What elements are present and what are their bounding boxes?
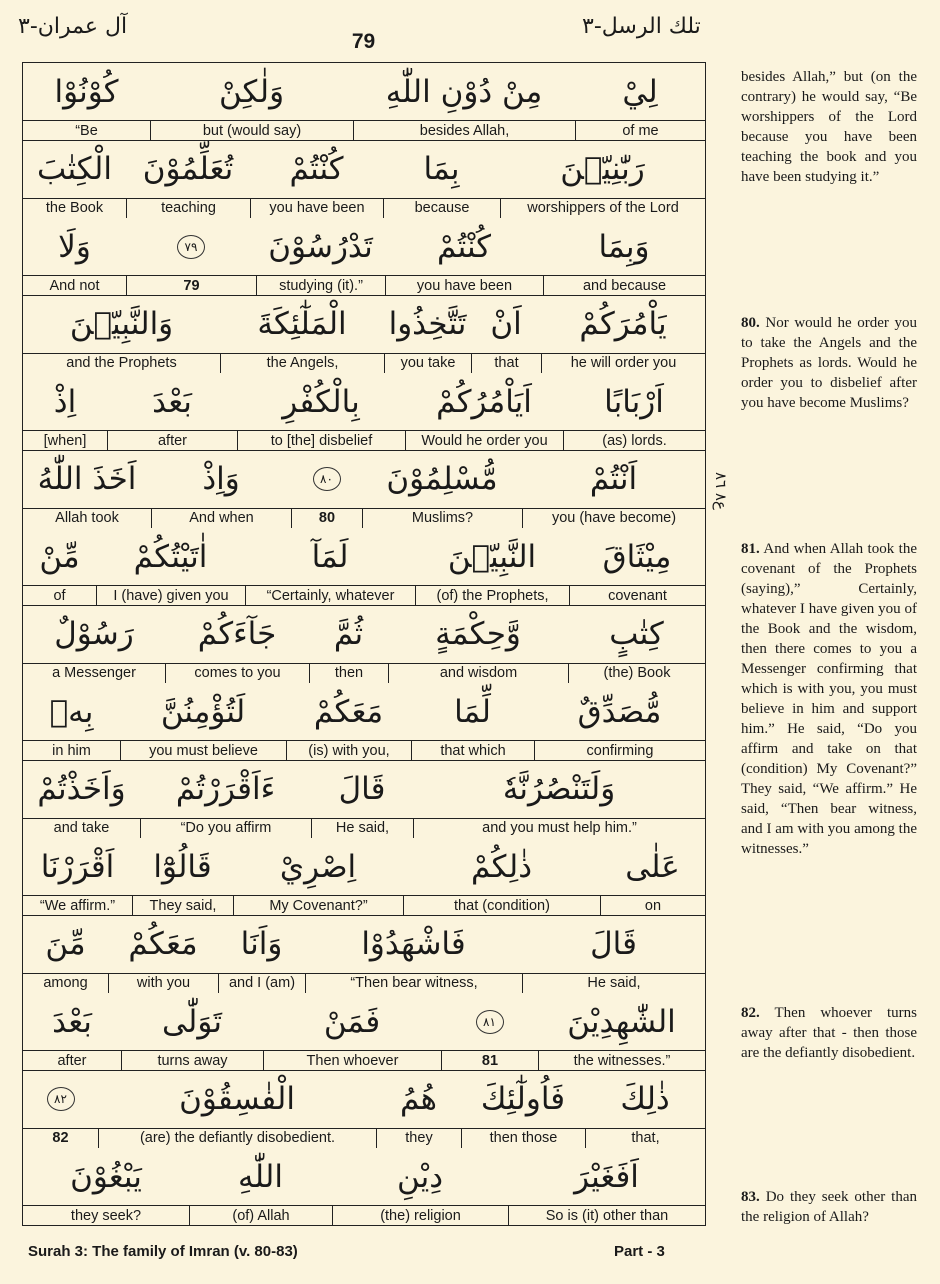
arabic-word: وَلَا (58, 228, 91, 265)
english-gloss: (of) Allah (189, 1205, 332, 1225)
verse-line (23, 451, 705, 529)
english-gloss: and wisdom (388, 663, 568, 683)
english-gloss: you must believe (120, 740, 286, 760)
verse-line (23, 838, 705, 916)
english-gloss: And when (151, 508, 291, 528)
arabic-word: مِنْ دُوْنِ اللّٰهِ (385, 73, 543, 110)
verse-number-gloss: 80 (291, 508, 362, 528)
footer-part: Part - 3 (614, 1243, 665, 1260)
arabic-word: بَعْدَ (152, 383, 192, 420)
verse-number-gloss: 82 (23, 1128, 98, 1148)
verse-number-circle: ٨٢ (47, 1087, 75, 1111)
verse-line (23, 296, 705, 374)
translation-verse-83 (741, 1187, 917, 1227)
arabic-word: قَالَ (338, 771, 386, 807)
arabic-word: الْكِتٰبَ (37, 151, 112, 187)
arabic-word: اَقْرَرْنَا (40, 848, 115, 885)
translation-verse-81 (741, 539, 917, 859)
verse-line (23, 1148, 705, 1226)
english-gloss: they (376, 1128, 461, 1148)
english-gloss: confirming (534, 740, 705, 760)
arabic-word: وَلَتَنْصُرُنَّهٗ (502, 771, 616, 807)
english-gloss: “Be (23, 120, 150, 140)
english-gloss: Allah took (23, 508, 151, 528)
english-gloss: and the Prophets (23, 353, 220, 373)
english-gloss: then those (461, 1128, 585, 1148)
arabic-word: اَيَاْمُرُكُمْ (436, 383, 532, 420)
verse-number: 83. (741, 1189, 760, 1205)
english-gloss: (the) religion (332, 1205, 508, 1225)
arabic-word: تَوَلّٰى (162, 1003, 222, 1040)
english-gloss: They said, (132, 895, 233, 915)
english-gloss: My Covenant?” (233, 895, 403, 915)
arabic-word: اَنْ (490, 306, 522, 342)
arabic-word: فَاُولٰٓئِكَ (480, 1081, 566, 1117)
arabic-word: لَمَآ (311, 538, 349, 575)
english-gloss: that (condition) (403, 895, 600, 915)
page-number: 79 (351, 30, 376, 53)
arabic-word: بَعْدَ (52, 1003, 92, 1040)
english-gloss: they seek? (23, 1205, 189, 1225)
english-gloss: (as) lords. (563, 430, 705, 450)
arabic-word: مَعَكُمْ (128, 926, 198, 962)
verse-number: 82. (741, 1005, 760, 1021)
english-gloss: And not (23, 275, 126, 295)
english-gloss: teaching (126, 198, 250, 218)
arabic-word: وَبِمَا (598, 228, 650, 265)
verse-number-circle: ٧٩ (177, 235, 205, 259)
english-gloss: worshippers of the Lord (500, 198, 705, 218)
english-gloss: after (23, 1050, 121, 1070)
arabic-word: كِتٰبٍ (609, 616, 664, 652)
english-gloss: of me (575, 120, 705, 140)
arabic-word: بِالْكُفْرِ (282, 383, 360, 420)
arabic-word: وَلٰكِنْ (218, 73, 285, 110)
verse-text: Do they seek other than the religion of Allah? (741, 1189, 917, 1225)
english-gloss: you (have become) (522, 508, 705, 528)
verse-number-circle: ٨٠ (313, 467, 341, 491)
english-gloss: to [the] disbelief (237, 430, 405, 450)
english-gloss: and take (23, 818, 140, 838)
arabic-word: وَاِذْ (202, 461, 240, 497)
english-gloss: Would he order you (405, 430, 563, 450)
english-gloss: So is (it) other than (508, 1205, 705, 1225)
english-gloss: that, (585, 1128, 705, 1148)
english-gloss: because (383, 198, 500, 218)
arabic-word: ءَاَقْرَرْتُمْ (175, 771, 276, 807)
arabic-word: وَّحِكْمَةٍ (435, 616, 521, 652)
arabic-word: قَالُوْٓا (153, 848, 212, 885)
verse-line (23, 761, 705, 839)
arabic-word: يَاْمُرَكُمْ (579, 306, 667, 342)
arabic-word: هُمُ (400, 1081, 437, 1117)
verse-end-marker (441, 993, 538, 1050)
english-gloss: “Then bear witness, (305, 973, 522, 993)
arabic-word: يَبْغُوْنَ (70, 1158, 142, 1195)
arabic-word: دِيْنِ (396, 1158, 444, 1195)
english-gloss: (the) Book (568, 663, 705, 683)
english-gloss: (are) the defiantly disobedient. (98, 1128, 376, 1148)
verse-line (23, 63, 705, 141)
english-gloss: with you (108, 973, 218, 993)
english-gloss: the Angels, (220, 353, 384, 373)
english-gloss: covenant (569, 585, 705, 605)
arabic-word: الْمَلٰٓئِكَةَ (257, 306, 347, 342)
english-gloss: after (107, 430, 237, 450)
arabic-word: ثُمَّ (333, 616, 364, 652)
english-gloss: (of) the Prophets, (415, 585, 569, 605)
arabic-word: كُنْتُمْ (289, 151, 344, 187)
english-gloss: a Messenger (23, 663, 165, 683)
arabic-word: عَلٰى (625, 848, 680, 885)
verse-line (23, 528, 705, 606)
english-gloss: you take (384, 353, 471, 373)
english-gloss: besides Allah, (353, 120, 575, 140)
arabic-word: وَاَنَا (240, 926, 283, 962)
verse-text: And when Allah took the covenant of the Prophets (saying),” Certainly, whatever I have given you of the Book and the wisdom, then there comes to you a Messenger confirming that which is with you, you must believe in him and support him.” He said, “Do you affirm and take on that (condition) My Covenant?” They said, “We affirm.” He said, “Then bear witness, and I am with you among the witnesses.” (741, 541, 917, 857)
verse-line (23, 218, 705, 296)
english-gloss: then (309, 663, 388, 683)
arabic-word: النَّبِيّٖنَ (447, 538, 537, 575)
verse-number-gloss: 79 (126, 275, 256, 295)
english-gloss: he will order you (541, 353, 705, 373)
arabic-word: كُوْنُوْا (54, 73, 119, 110)
verse-end-marker (126, 218, 256, 275)
verse-line (23, 1071, 705, 1149)
english-gloss: and I (am) (218, 973, 305, 993)
english-gloss: studying (it).” (256, 275, 385, 295)
arabic-word: فَاشْهَدُوْا (361, 926, 466, 962)
arabic-word: الشّٰهِدِيْنَ (567, 1003, 676, 1040)
english-gloss: “Do you affirm (140, 818, 311, 838)
arabic-word: اٰتَيْتُكُمْ (133, 538, 208, 575)
translation-verse-80 (741, 313, 917, 413)
arabic-word: رَسُوْلٌ (54, 616, 134, 652)
english-gloss: I (have) given you (96, 585, 245, 605)
verse-line (23, 373, 705, 451)
english-gloss: that (471, 353, 541, 373)
verse-line (23, 683, 705, 761)
verse-text: Then whoever turns away after that - then those are the defiantly disobedient. (741, 1005, 917, 1061)
arabic-word: اَخَذَ اللّٰهُ (37, 461, 137, 497)
english-gloss: (is) with you, (286, 740, 411, 760)
english-gloss: among (23, 973, 108, 993)
arabic-word: ذٰلِكَ (620, 1081, 670, 1117)
arabic-word: تَدْرُسُوْنَ (268, 228, 373, 265)
arabic-word: وَالنَّبِيّٖنَ (69, 306, 174, 342)
verse-text: Nor would he order you to take the Angels and the Prophets as lords. Would he order you to disbelief after you have become Muslims? (741, 315, 917, 411)
word-by-word-grid (22, 62, 706, 1226)
verse-number-circle: ٨١ (476, 1010, 504, 1034)
arabic-word: رَبّٰنِيّٖنَ (560, 151, 645, 187)
english-gloss: “We affirm.” (23, 895, 132, 915)
arabic-word: الْفٰسِقُوْنَ (179, 1081, 295, 1117)
english-gloss: Then whoever (263, 1050, 441, 1070)
arabic-word: مِّنْ (39, 538, 80, 575)
arabic-word: مُّسْلِمُوْنَ (386, 461, 498, 497)
english-gloss: turns away (121, 1050, 263, 1070)
surah-name-arabic: آل عمران-٣ (18, 14, 128, 39)
english-gloss: on (600, 895, 705, 915)
english-gloss: but (would say) (150, 120, 353, 140)
english-gloss: “Certainly, whatever (245, 585, 415, 605)
english-gloss: comes to you (165, 663, 309, 683)
arabic-word: اَرْبَابًا (604, 383, 664, 420)
english-gloss: Muslims? (362, 508, 522, 528)
verse-line (23, 916, 705, 994)
arabic-word: ذٰلِكُمْ (471, 848, 533, 885)
arabic-word: تُعَلِّمُوْنَ (142, 151, 234, 187)
arabic-word: جَآءَكُمْ (197, 616, 277, 652)
english-gloss: He said, (522, 973, 705, 993)
english-gloss: you have been (385, 275, 543, 295)
english-gloss: the witnesses.” (538, 1050, 705, 1070)
arabic-word: مُّصَدِّقٌ (577, 693, 662, 730)
verse-number: 81. (741, 541, 760, 557)
arabic-word: مِّنَ (45, 926, 86, 962)
translation-intro: besides Allah,” but (on the contrary) he would say, “Be worshippers of the Lord because you have been teaching the book and you have been studying it.” (741, 69, 917, 185)
english-gloss: He said, (311, 818, 413, 838)
arabic-word: لَتُؤْمِنُنَّ (160, 693, 246, 730)
arabic-word: قَالَ (590, 926, 637, 962)
arabic-word: فَمَنْ (323, 1003, 381, 1040)
verse-end-marker (291, 451, 362, 508)
verse-line (23, 993, 705, 1071)
verse-line (23, 606, 705, 684)
verse-line (23, 141, 705, 219)
arabic-word: لِّمَا (454, 693, 491, 730)
arabic-word: تَتَّخِذُوا (388, 306, 467, 342)
arabic-word: مَعَكُمْ (313, 693, 384, 730)
english-gloss: that which (411, 740, 534, 760)
arabic-word: بِمَا (423, 151, 460, 187)
english-gloss: of (23, 585, 96, 605)
arabic-word: اَفَغَيْرَ (574, 1158, 639, 1195)
arabic-word: اللّٰهِ (238, 1158, 283, 1195)
english-gloss: [when] (23, 430, 107, 450)
ruku-marker: ع٨ ٨٦ (712, 472, 730, 510)
footer-surah-title: Surah 3: The family of Imran (v. 80-83) (28, 1243, 298, 1260)
english-gloss: in him (23, 740, 120, 760)
verse-number: 80. (741, 315, 760, 331)
juz-name-arabic: تلك الرسل-٣ (582, 14, 701, 39)
english-gloss: and because (543, 275, 705, 295)
verse-end-marker (23, 1071, 98, 1128)
english-gloss: and you must help him.” (413, 818, 705, 838)
arabic-word: اَنْتُمْ (589, 461, 638, 497)
arabic-word: وَاَخَذْتُمْ (37, 771, 126, 807)
arabic-word: كُنْتُمْ (436, 228, 492, 265)
arabic-word: لِيْ (622, 73, 658, 110)
arabic-word: اِذْ (53, 383, 77, 420)
arabic-word: مِيْثَاقَ (602, 538, 672, 575)
arabic-word: بِهٖ (49, 693, 94, 730)
english-gloss: you have been (250, 198, 383, 218)
translation-verse-82 (741, 1003, 917, 1063)
arabic-word: اِصْرِيْ (279, 848, 357, 885)
english-gloss: the Book (23, 198, 126, 218)
verse-number-gloss: 81 (441, 1050, 538, 1070)
